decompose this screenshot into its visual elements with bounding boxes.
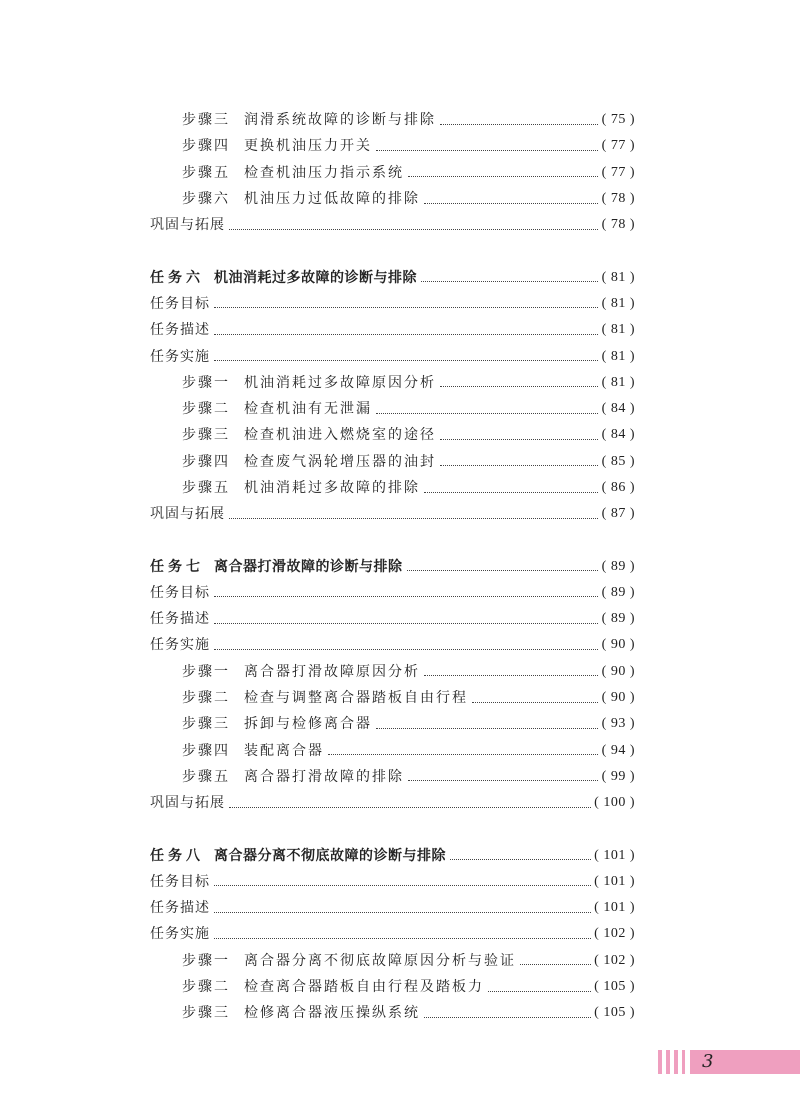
entry-number: 步骤四 bbox=[182, 453, 230, 470]
entry-title: 任务实施 bbox=[150, 926, 210, 943]
entry-title: 离合器打滑故障的排除 bbox=[244, 768, 404, 785]
entry-number: 任务六 bbox=[150, 269, 204, 286]
entry-title: 机油消耗过多故障原因分析 bbox=[244, 374, 436, 391]
dot-leader bbox=[229, 229, 598, 230]
entry-page: ( 78 ) bbox=[601, 217, 635, 233]
toc-task-heading bbox=[0, 264, 800, 290]
entry-number: 步骤五 bbox=[182, 768, 230, 785]
entry-title: 任务实施 bbox=[150, 348, 210, 365]
dot-leader bbox=[424, 1017, 591, 1018]
entry-number: 步骤三 bbox=[182, 112, 230, 129]
entry-title: 任务描述 bbox=[150, 322, 210, 339]
entry-page: ( 101 ) bbox=[594, 847, 635, 863]
entry-title: 检修离合器液压操纵系统 bbox=[244, 1005, 420, 1022]
entry-title: 任务目标 bbox=[150, 873, 210, 890]
toc-step-entry bbox=[0, 685, 800, 711]
dot-leader bbox=[376, 150, 598, 151]
entry-number: 步骤二 bbox=[182, 690, 230, 707]
entry-page: ( 77 ) bbox=[601, 138, 635, 154]
entry-number: 步骤五 bbox=[182, 164, 230, 181]
entry-number: 步骤三 bbox=[182, 1005, 230, 1022]
entry-title: 巩固与拓展 bbox=[150, 217, 225, 234]
dot-leader bbox=[440, 465, 598, 466]
section-gap bbox=[0, 527, 800, 553]
dot-leader bbox=[214, 938, 591, 939]
entry-title: 装配离合器 bbox=[244, 742, 324, 759]
dot-leader bbox=[376, 728, 598, 729]
entry-page: ( 84 ) bbox=[601, 427, 635, 443]
dot-leader bbox=[440, 386, 598, 387]
entry-page: ( 87 ) bbox=[601, 506, 635, 522]
entry-page: ( 81 ) bbox=[601, 374, 635, 390]
entry-number: 任务八 bbox=[150, 847, 204, 864]
toc-entry bbox=[0, 291, 800, 317]
entry-page: ( 101 ) bbox=[594, 873, 635, 889]
footer-stripe bbox=[658, 1050, 662, 1074]
toc-entry bbox=[0, 895, 800, 921]
toc-entry bbox=[0, 869, 800, 895]
page-number: 3 bbox=[702, 1051, 714, 1072]
entry-page: ( 75 ) bbox=[601, 112, 635, 128]
dot-leader bbox=[488, 991, 591, 992]
entry-page: ( 81 ) bbox=[601, 322, 635, 338]
entry-title: 任务实施 bbox=[150, 637, 210, 654]
section-gap bbox=[0, 816, 800, 842]
entry-number: 步骤四 bbox=[182, 138, 230, 155]
dot-leader bbox=[214, 623, 598, 624]
dot-leader bbox=[214, 649, 598, 650]
entry-title: 机油消耗过多故障的诊断与排除 bbox=[214, 269, 417, 286]
entry-title: 任务描述 bbox=[150, 900, 210, 917]
toc-step-entry bbox=[0, 186, 800, 212]
entry-page: ( 90 ) bbox=[601, 663, 635, 679]
entry-page: ( 105 ) bbox=[594, 1005, 635, 1021]
entry-page: ( 100 ) bbox=[594, 795, 635, 811]
entry-number: 步骤三 bbox=[182, 716, 230, 733]
entry-page: ( 102 ) bbox=[594, 926, 635, 942]
entry-number: 步骤一 bbox=[182, 374, 230, 391]
entry-page: ( 77 ) bbox=[601, 164, 635, 180]
dot-leader bbox=[214, 360, 598, 361]
dot-leader bbox=[408, 780, 598, 781]
entry-page: ( 78 ) bbox=[601, 191, 635, 207]
toc-entry bbox=[0, 632, 800, 658]
page-footer bbox=[658, 1050, 800, 1074]
entry-title: 检查机油有无泄漏 bbox=[244, 401, 372, 418]
dot-leader bbox=[214, 334, 598, 335]
dot-leader bbox=[408, 176, 598, 177]
dot-leader bbox=[407, 570, 599, 571]
toc-step-entry bbox=[0, 659, 800, 685]
footer-stripe bbox=[666, 1050, 670, 1074]
section-gap bbox=[0, 238, 800, 264]
toc-step-entry bbox=[0, 711, 800, 737]
toc-step-entry bbox=[0, 160, 800, 186]
entry-title: 离合器分离不彻底故障的诊断与排除 bbox=[214, 847, 446, 864]
entry-page: ( 81 ) bbox=[601, 295, 635, 311]
dot-leader bbox=[440, 124, 598, 125]
entry-number: 步骤一 bbox=[182, 663, 230, 680]
toc-entry bbox=[0, 606, 800, 632]
entry-number: 任务七 bbox=[150, 558, 204, 575]
entry-page: ( 89 ) bbox=[601, 584, 635, 600]
dot-leader bbox=[424, 203, 598, 204]
entry-number: 步骤二 bbox=[182, 401, 230, 418]
entry-page: ( 101 ) bbox=[594, 900, 635, 916]
entry-page: ( 90 ) bbox=[601, 637, 635, 653]
toc-step-entry bbox=[0, 396, 800, 422]
toc-task-heading bbox=[0, 553, 800, 579]
page-number-box bbox=[690, 1050, 800, 1074]
toc-step-entry bbox=[0, 422, 800, 448]
entry-title: 检查离合器踏板自由行程及踏板力 bbox=[244, 979, 484, 996]
toc-step-entry bbox=[0, 475, 800, 501]
toc-step-entry bbox=[0, 449, 800, 475]
entry-page: ( 102 ) bbox=[594, 952, 635, 968]
table-of-contents bbox=[0, 107, 800, 1027]
entry-page: ( 85 ) bbox=[601, 453, 635, 469]
toc-step-entry bbox=[0, 1000, 800, 1026]
toc-entry bbox=[0, 501, 800, 527]
entry-title: 巩固与拓展 bbox=[150, 506, 225, 523]
dot-leader bbox=[214, 596, 598, 597]
entry-number: 步骤五 bbox=[182, 480, 230, 496]
entry-number: 步骤一 bbox=[182, 952, 230, 969]
dot-leader bbox=[214, 307, 598, 308]
entry-number: 步骤四 bbox=[182, 742, 230, 759]
entry-title: 离合器打滑故障原因分析 bbox=[244, 663, 420, 680]
entry-page: ( 93 ) bbox=[601, 716, 635, 732]
footer-stripe bbox=[682, 1050, 685, 1074]
dot-leader bbox=[424, 492, 598, 493]
entry-title: 检查机油压力指示系统 bbox=[244, 164, 404, 181]
toc-entry bbox=[0, 317, 800, 343]
dot-leader bbox=[440, 439, 598, 440]
toc-step-entry bbox=[0, 107, 800, 133]
entry-title: 检查废气涡轮增压器的油封 bbox=[244, 453, 436, 470]
footer-stripe bbox=[674, 1050, 678, 1074]
entry-title: 更换机油压力开关 bbox=[244, 138, 372, 155]
dot-leader bbox=[424, 675, 598, 676]
toc-step-entry bbox=[0, 764, 800, 790]
dot-leader bbox=[328, 754, 598, 755]
dot-leader bbox=[229, 518, 598, 519]
entry-title: 拆卸与检修离合器 bbox=[244, 716, 372, 733]
entry-title: 机油压力过低故障的排除 bbox=[244, 191, 420, 208]
dot-leader bbox=[376, 413, 598, 414]
entry-page: ( 89 ) bbox=[601, 611, 635, 627]
entry-title: 机油消耗过多故障的排除 bbox=[244, 480, 420, 496]
toc-entry bbox=[0, 790, 800, 816]
toc-task-heading bbox=[0, 842, 800, 868]
entry-number: 步骤二 bbox=[182, 979, 230, 996]
entry-title: 任务目标 bbox=[150, 584, 210, 601]
entry-page: ( 94 ) bbox=[601, 742, 635, 758]
entry-number: 步骤六 bbox=[182, 191, 230, 208]
dot-leader bbox=[214, 912, 591, 913]
toc-step-entry bbox=[0, 133, 800, 159]
dot-leader bbox=[214, 885, 591, 886]
dot-leader bbox=[520, 964, 591, 965]
entry-title: 任务目标 bbox=[150, 295, 210, 312]
dot-leader bbox=[450, 859, 591, 860]
entry-page: ( 84 ) bbox=[601, 401, 635, 417]
entry-title: 检查机油进入燃烧室的途径 bbox=[244, 427, 436, 444]
entry-number: 步骤三 bbox=[182, 427, 230, 444]
entry-page: ( 86 ) bbox=[601, 480, 635, 495]
toc-entry bbox=[0, 212, 800, 238]
entry-title: 巩固与拓展 bbox=[150, 795, 225, 812]
toc-step-entry bbox=[0, 974, 800, 1000]
entry-title: 离合器分离不彻底故障原因分析与验证 bbox=[244, 952, 516, 969]
toc-step-entry bbox=[0, 948, 800, 974]
entry-title: 润滑系统故障的诊断与排除 bbox=[244, 112, 436, 129]
toc-entry bbox=[0, 580, 800, 606]
dot-leader bbox=[421, 281, 598, 282]
entry-page: ( 99 ) bbox=[601, 768, 635, 784]
entry-title: 任务描述 bbox=[150, 611, 210, 628]
entry-page: ( 105 ) bbox=[594, 979, 635, 995]
entry-title: 离合器打滑故障的诊断与排除 bbox=[214, 558, 403, 575]
entry-page: ( 81 ) bbox=[601, 348, 635, 364]
toc-step-entry bbox=[0, 370, 800, 396]
dot-leader bbox=[472, 702, 598, 703]
toc-entry bbox=[0, 343, 800, 369]
entry-title: 检查与调整离合器踏板自由行程 bbox=[244, 690, 468, 707]
entry-page: ( 90 ) bbox=[601, 690, 635, 706]
dot-leader bbox=[229, 807, 591, 808]
entry-page: ( 81 ) bbox=[601, 269, 635, 285]
toc-entry bbox=[0, 921, 800, 947]
entry-page: ( 89 ) bbox=[601, 558, 635, 574]
toc-step-entry bbox=[0, 738, 800, 764]
